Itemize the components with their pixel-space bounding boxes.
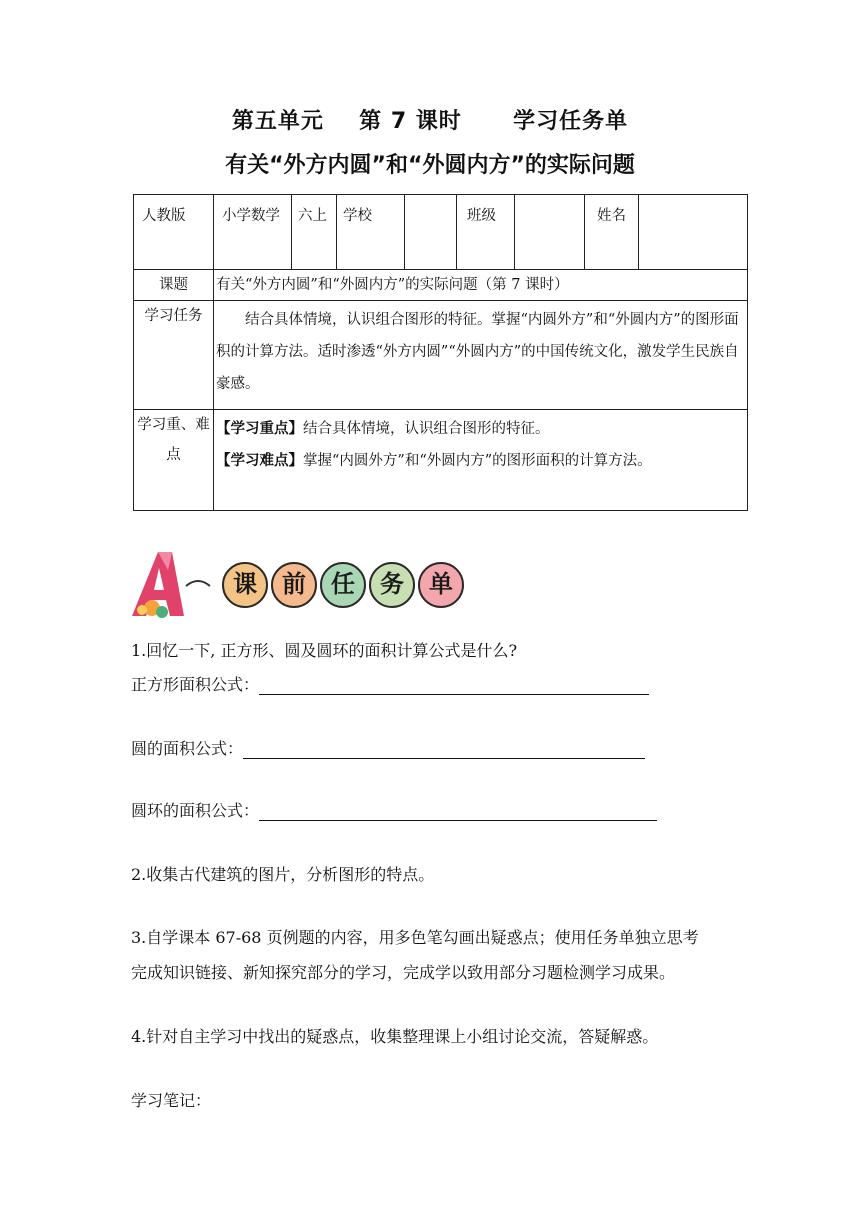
school-input-cell[interactable]	[405, 195, 457, 270]
difficult-tag: 【学习难点】	[216, 452, 303, 469]
question-3-line-1: 3.自学课本 67-68 页例题的内容，用多色笔勾画出疑惑点；使用任务单独立思考	[131, 928, 699, 947]
school-label-cell: 学校	[337, 195, 405, 270]
pre-class-banner	[128, 548, 468, 620]
key-point-text: 结合具体情境，认识组合图形的特征。	[303, 421, 550, 437]
difficult-text: 掌握“内圆外方”和“外圆内方”的图形面积的计算方法。	[303, 453, 652, 469]
banner-char-ren: 任	[320, 562, 366, 608]
letter-a-flower-icon	[128, 548, 218, 620]
lesson-label: 第 7 课时	[359, 109, 462, 134]
page-subtitle: 有关“外方内圆”和“外圆内方”的实际问题	[225, 153, 635, 178]
key-value-cell	[214, 410, 748, 511]
name-input-cell[interactable]	[639, 195, 748, 270]
banner-char-wu: 务	[369, 562, 415, 608]
unit-label: 第五单元	[231, 109, 324, 134]
topic-label-cell: 课题	[134, 270, 214, 301]
square-formula-label: 正方形面积公式：	[131, 675, 260, 694]
page-title	[0, 104, 860, 135]
task-value-cell: 结合具体情境，认识组合图形的特征。掌握“内圆外方”和“外圆内方”的图形面积的计算方法。适时渗透“外方内圆”“外圆内方”的中国传统文化，激发学生民族自豪感。	[214, 301, 748, 410]
banner-char-ke: 课	[222, 562, 268, 608]
sheet-label: 学习任务单	[513, 109, 629, 134]
subject-cell: 小学数学	[214, 195, 292, 270]
name-label-cell: 姓名	[585, 195, 639, 270]
circle-formula-label: 圆的面积公式：	[131, 739, 244, 758]
square-formula-blank[interactable]	[259, 676, 649, 695]
key-label-cell: 学习重、难点	[134, 410, 214, 511]
question-3-line-2: 完成知识链接、新知探究部分的学习，完成学以致用部分习题检测学习成果。	[131, 963, 676, 982]
ring-formula-row	[131, 798, 657, 821]
banner-char-qian: 前	[271, 562, 317, 608]
class-label-cell: 班级	[457, 195, 515, 270]
topic-value-cell: 有关“外方内圆”和“外圆内方”的实际问题（第 7 课时）	[214, 270, 748, 301]
ring-formula-label: 圆环的面积公式：	[131, 801, 260, 820]
class-input-cell[interactable]	[515, 195, 585, 270]
edition-cell: 人教版	[134, 195, 214, 270]
question-1: 1.回忆一下, 正方形、圆及圆环的面积计算公式是什么?	[131, 641, 518, 660]
banner-letter: A	[158, 588, 159, 589]
question-4: 4.针对自主学习中找出的疑惑点，收集整理课上小组讨论交流，答疑解惑。	[131, 1027, 659, 1046]
ring-formula-blank[interactable]	[259, 802, 657, 821]
key-point-tag: 【学习重点】	[216, 420, 303, 437]
square-formula-row	[131, 672, 649, 695]
study-notes-label: 学习笔记：	[131, 1091, 212, 1110]
banner-char-dan: 单	[418, 562, 464, 608]
info-table	[133, 194, 748, 511]
grade-cell: 六上	[292, 195, 337, 270]
circle-formula-blank[interactable]	[243, 740, 645, 759]
task-label-cell: 学习任务	[134, 301, 214, 410]
circle-formula-row	[131, 736, 645, 759]
question-2: 2.收集古代建筑的图片，分析图形的特点。	[131, 865, 435, 884]
